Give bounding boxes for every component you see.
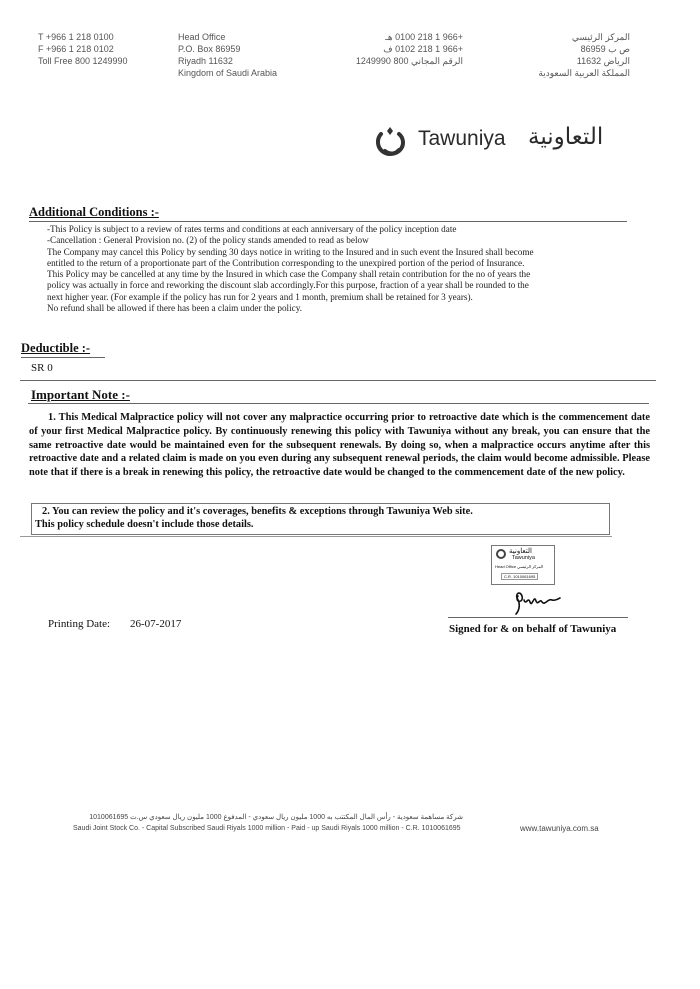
toll-free-line: Toll Free 800 1249990 xyxy=(38,56,128,66)
deductible-value: SR 0 xyxy=(31,362,53,374)
address-line: P.O. Box 86959 xyxy=(178,44,241,54)
address-line-ar: المركز الرئيسي xyxy=(571,32,630,42)
toll-free-line-ar: الرقم المجاني 800 1249990 xyxy=(355,56,463,66)
condition-line: -This Policy is subject to a review of rates terms and conditions at each anniversary of the policy inception date xyxy=(47,224,457,234)
contact-numbers xyxy=(38,31,128,67)
tawuniya-logo-icon xyxy=(372,122,408,158)
stamp-logo-icon xyxy=(496,549,506,559)
important-note-heading: Important Note :- xyxy=(31,387,130,402)
signed-on-behalf-label: Signed for & on behalf of Tawuniya xyxy=(449,623,617,635)
stamp-line-2: C.R. 1010061695 xyxy=(501,573,538,580)
condition-line: entitled to the return of a proportionate part of the Contribution corresponding to the unexpired portion of the period of Insurance. xyxy=(47,257,525,268)
signature-line xyxy=(448,617,628,618)
additional-conditions-text xyxy=(47,224,627,314)
condition-line: No refund shall be allowed if there has been a claim under the policy. xyxy=(47,303,303,314)
footer-company-info: Saudi Joint Stock Co. - Capital Subscribed Saudi Riyals 1000 million - Paid - up Saudi Riyals 1000 million - C.R. 1010061695 xyxy=(73,825,461,832)
condition-line: This Policy may be cancelled at any time by the Insured in which case the Company shall retain contribution for the no of years the xyxy=(47,269,531,280)
contact-numbers-arabic xyxy=(356,31,463,67)
note-item-2-line1: 2. You can review the policy and it's coverages, benefits & exceptions through Tawuniya Web site. xyxy=(42,506,473,517)
handwritten-signature xyxy=(512,586,562,618)
condition-line: next higher year. (For example if the policy has run for 2 years and 1 month, premium shall be retained for 3 years). xyxy=(47,291,473,302)
additional-conditions-heading: Additional Conditions :- xyxy=(29,205,159,219)
printing-date-value: 26-07-2017 xyxy=(130,618,182,630)
condition-line: policy was actually in force and reworking the discount slab accordingly.For this purpose, fraction of a year shall be rounded to the xyxy=(47,280,529,291)
divider xyxy=(20,536,612,537)
deductible-heading: Deductible :- xyxy=(21,341,91,355)
logo-wordmark: Tawuniya xyxy=(418,127,506,150)
logo-wordmark-arabic: التعاونية xyxy=(528,124,604,150)
fax-line-ar: +966 1 218 0102 ف xyxy=(383,44,463,54)
footer-website-link[interactable]: www.tawuniya.com.sa xyxy=(520,824,599,833)
phone-line-ar: +966 1 218 0100 هـ xyxy=(385,32,463,42)
address-line: Head Office xyxy=(178,32,226,42)
address-line: Kingdom of Saudi Arabia xyxy=(178,68,278,78)
stamp-name-arabic: التعاونية xyxy=(509,548,532,555)
note-item-1: 1. This Medical Malpractice policy will not cover any malpractice occurring prior to retroactive date which is the commencement date of your first Medical Malpractice policy. By continuously renewing this policy with Tawuniya without any break, you can ensure that the same retroactive date would be maintained even for the subsequent renewals. By doing so, when a malpractice occurs anytime after this retroactive date and a related claim is made on you even during any subsequent renewal periods, the claim would become admissible. Please note that if there is a break in renewing this policy, the retroactive date would be changed to the commencement date of the new policy. xyxy=(29,412,650,479)
stamp-line-1: Head Office المركز الرئيسي xyxy=(495,564,544,569)
condition-line: -Cancellation : General Provision no. (2) of the policy stands amended to read as below xyxy=(47,235,369,246)
address-line-ar: ص ب 86959 xyxy=(580,44,630,54)
stamp-name: Tawuniya xyxy=(512,555,535,561)
divider xyxy=(21,357,105,358)
address-line-ar: الرياض 11632 xyxy=(576,56,630,66)
address-line-ar: المملكة العربية السعودية xyxy=(538,68,630,78)
fax-line: F +966 1 218 0102 xyxy=(38,44,114,54)
divider xyxy=(29,221,627,222)
divider xyxy=(28,403,649,404)
footer-company-info-arabic: شركة مساهمة سعودية - رأس المال المكتتب به 1000 مليون ريال سعودي - المدفوع 1000 مليون ريال سعودي س.ت 1010061695 xyxy=(89,814,463,821)
printing-date-label: Printing Date: xyxy=(48,618,111,630)
note-item-2-box xyxy=(31,503,610,535)
company-stamp xyxy=(491,545,555,585)
note-item-2-line2: This policy schedule doesn't include those details. xyxy=(35,519,254,530)
address-line: Riyadh 11632 xyxy=(178,56,233,66)
head-office-address-arabic xyxy=(538,31,630,79)
phone-line: T +966 1 218 0100 xyxy=(38,32,114,42)
divider xyxy=(20,380,656,381)
head-office-address xyxy=(178,31,277,79)
condition-line: The Company may cancel this Policy by sending 30 days notice in writing to the Insured and in such event the Insured shall become xyxy=(47,246,534,257)
